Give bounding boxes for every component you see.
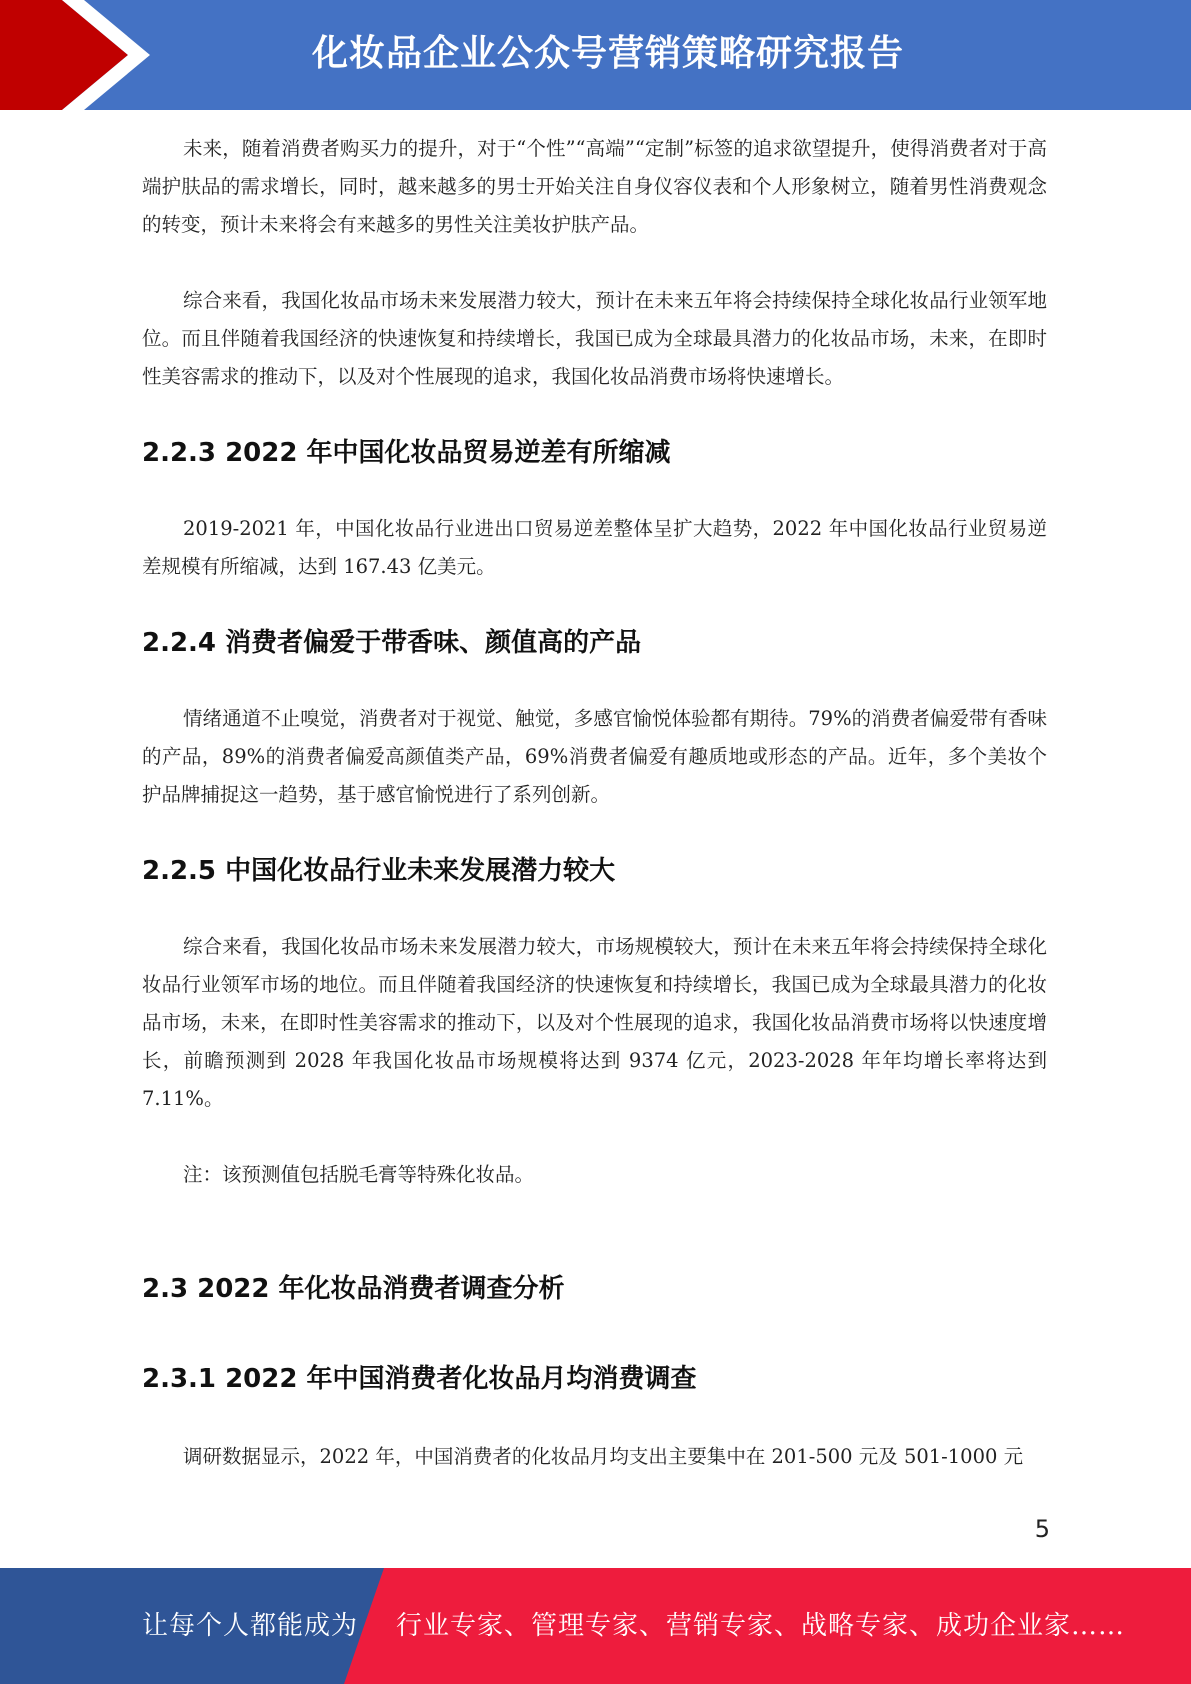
heading-2-3: 2.3 2022 年化妆品消费者调查分析 <box>142 1274 565 1304</box>
header-bar <box>0 0 1191 110</box>
paragraph-note: 注：该预测值包括脱毛膏等特殊化妆品。 <box>183 1163 535 1186</box>
page-title: 化妆品企业公众号营销策略研究报告 <box>311 33 904 74</box>
footer-slogan-right: 行业专家、管理专家、营销专家、战略专家、成功企业家…… <box>396 1611 1126 1641</box>
heading-2-2-5: 2.2.5 中国化妆品行业未来发展潜力较大 <box>142 856 616 886</box>
paragraph-future-demand: 未来，随着消费者购买力的提升，对于“个性”“高端”“定制”标签的追求欲望提升，使得消费者对于高端护肤品的需求增长，同时，越来越多的男士开始关注自身仪容仪表和个人形象树立，随着男性消费观念的转变，预计未来将会有来越多的男性关注美妆护肤产品。 <box>142 137 1047 236</box>
report-content <box>142 130 1047 1476</box>
heading-2-3-1: 2.3.1 2022 年中国消费者化妆品月均消费调查 <box>142 1364 697 1394</box>
paragraph-trade-deficit: 2019-2021 年，中国化妆品行业进出口贸易逆差整体呈扩大趋势，2022 年中国化妆品行业贸易逆差规模有所缩减，达到 167.43 亿美元。 <box>142 517 1047 578</box>
footer-banner <box>0 1568 1191 1684</box>
paragraph-survey: 调研数据显示，2022 年，中国消费者的化妆品月均支出主要集中在 201-500 元及 501-1000 元 <box>183 1445 1024 1468</box>
paragraph-consumer-preference: 情绪通道不止嗅觉，消费者对于视觉、触觉，多感官愉悦体验都有期待。79%的消费者偏爱带有香味的产品，89%的消费者偏爱高颜值类产品，69%消费者偏爱有趣质地或形态的产品。近年，多个美妆个护品牌捕捉这一趋势，基于感官愉悦进行了系列创新。 <box>142 707 1047 806</box>
paragraph-industry-outlook: 综合来看，我国化妆品市场未来发展潜力较大，市场规模较大，预计在未来五年将会持续保持全球化妆品行业领军市场的地位。而且伴随着我国经济的快速恢复和持续增长，我国已成为全球最具潜力的化妆品市场，未来，在即时性美容需求的推动下，以及对个性展现的追求，我国化妆品消费市场将以快速度增长，前瞻预测到 2028 年我国化妆品市场规模将达到 9374 亿元，2023-2028 年年均增长率将达到 7.11%。 <box>142 935 1047 1110</box>
page-number: 5 <box>1034 1515 1050 1543</box>
paragraph-market-potential: 综合来看，我国化妆品市场未来发展潜力较大，预计在未来五年将会持续保持全球化妆品行业领军地位。而且伴随着我国经济的快速恢复和持续增长，我国已成为全球最具潜力的化妆品市场，未来，在即时性美容需求的推动下，以及对个性展现的追求，我国化妆品消费市场将快速增长。 <box>142 289 1047 388</box>
footer-slogan-left: 让每个人都能成为 <box>142 1611 359 1641</box>
heading-2-2-3: 2.2.3 2022 年中国化妆品贸易逆差有所缩减 <box>142 438 671 468</box>
heading-2-2-4: 2.2.4 消费者偏爱于带香味、颜值高的产品 <box>142 628 642 658</box>
